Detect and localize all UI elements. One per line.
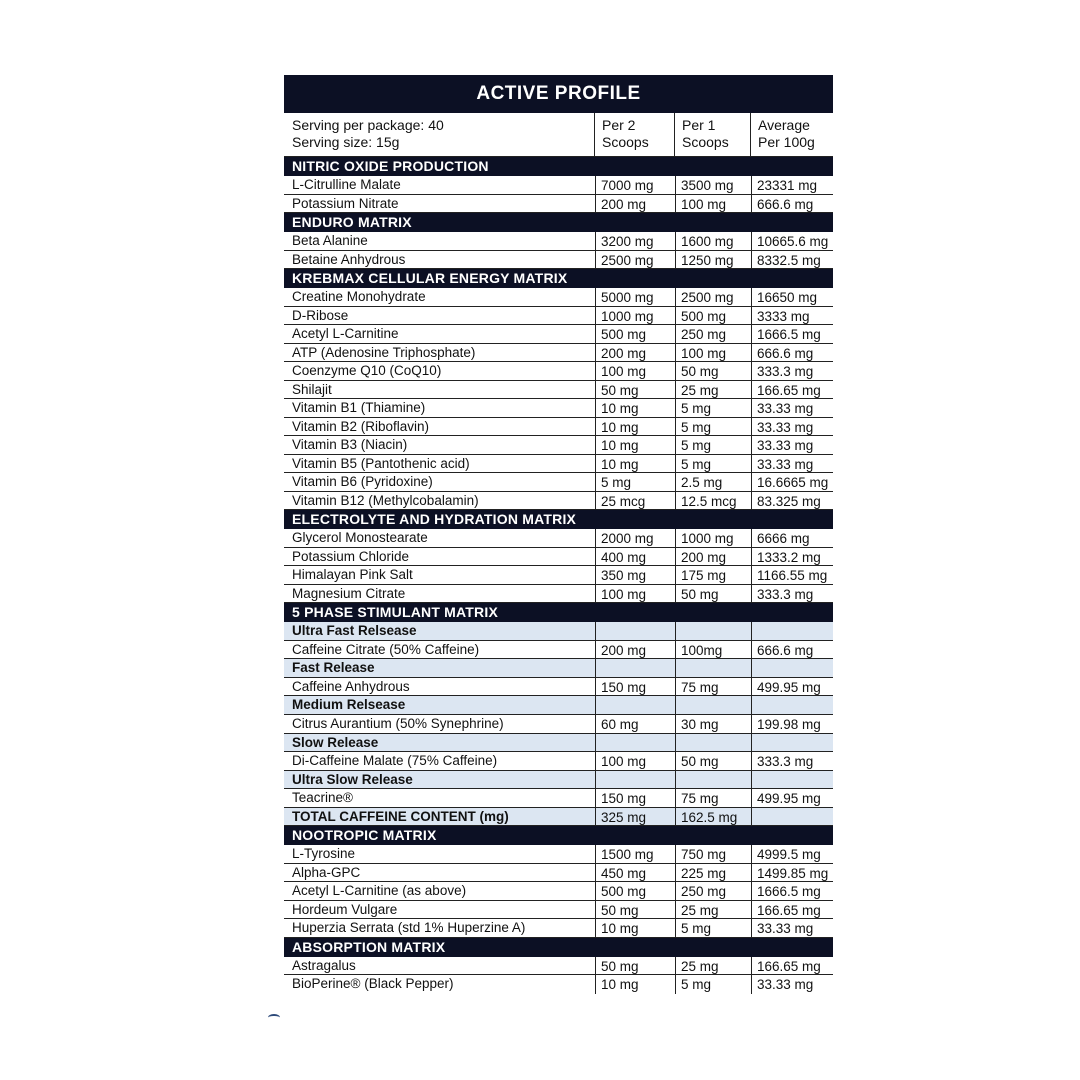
table-row — [284, 919, 833, 938]
value-per-1-scoop: 100 mg — [675, 344, 751, 362]
section-header: 5 PHASE STIMULANT MATRIX — [284, 603, 833, 622]
value-per-2-scoops: 5 mg — [595, 473, 675, 491]
ingredient-name: Ultra Fast Relsease — [292, 623, 417, 638]
subsection-row — [284, 659, 833, 678]
value-per-1-scoop — [675, 659, 751, 677]
table-row — [284, 548, 833, 567]
table-row — [284, 789, 833, 808]
table-row — [284, 399, 833, 418]
value-per-2-scoops: 325 mg — [595, 808, 675, 826]
value-per-100g: 1499.85 mg — [751, 864, 833, 882]
table-row — [284, 232, 833, 251]
value-per-1-scoop: 225 mg — [675, 864, 751, 882]
table-row — [284, 473, 833, 492]
section-header: NITRIC OXIDE PRODUCTION — [284, 157, 833, 176]
value-per-100g — [751, 696, 833, 714]
col-header-avg — [751, 113, 833, 156]
value-per-2-scoops: 60 mg — [595, 715, 675, 733]
value-per-100g: 666.6 mg — [751, 641, 833, 659]
ingredient-name: Medium Relsease — [292, 697, 406, 713]
value-per-100g: 166.65 mg — [751, 957, 833, 975]
value-per-2-scoops: 500 mg — [595, 882, 675, 900]
value-per-1-scoop: 1600 mg — [675, 232, 751, 250]
value-per-2-scoops: 100 mg — [595, 585, 675, 603]
ingredient-name: TOTAL CAFFEINE CONTENT (mg) — [292, 808, 509, 824]
value-per-100g: 23331 mg — [751, 176, 833, 194]
value-per-2-scoops: 10 mg — [595, 975, 675, 994]
value-per-100g: 33.33 mg — [751, 418, 833, 436]
value-per-2-scoops: 2000 mg — [595, 529, 675, 547]
table-row — [284, 715, 833, 734]
ingredient-name: D-Ribose — [292, 307, 349, 323]
col-header-per-2 — [595, 113, 675, 156]
ingredient-name: Teacrine® — [292, 790, 353, 806]
ingredient-name: Slow Release — [292, 734, 379, 750]
serving-size: Serving size: 15g — [292, 134, 400, 150]
ingredient-name: Shilajit — [292, 381, 332, 397]
col-header-per-1-line1: Per 1 — [682, 117, 716, 133]
value-per-2-scoops: 200 mg — [595, 641, 675, 659]
value-per-1-scoop: 25 mg — [675, 957, 751, 975]
value-per-2-scoops — [595, 659, 675, 677]
value-per-2-scoops: 450 mg — [595, 864, 675, 882]
table-row — [284, 362, 833, 381]
table-row — [284, 418, 833, 437]
table-row — [284, 251, 833, 270]
value-per-1-scoop: 2500 mg — [675, 288, 751, 306]
value-per-100g: 8332.5 mg — [751, 251, 833, 269]
ingredient-name: Potassium Chloride — [292, 548, 410, 564]
value-per-2-scoops — [595, 696, 675, 714]
ingredient-name: Vitamin B12 (Methylcobalamin) — [292, 492, 479, 508]
value-per-1-scoop: 12.5 mcg — [675, 492, 751, 510]
value-per-2-scoops: 400 mg — [595, 548, 675, 566]
table-row — [284, 288, 833, 307]
value-per-100g: 10665.6 mg — [751, 232, 833, 250]
table-row — [284, 344, 833, 363]
value-per-100g: 166.65 mg — [751, 381, 833, 399]
section-header: ELECTROLYTE AND HYDRATION MATRIX — [284, 510, 833, 529]
table-row — [284, 492, 833, 511]
value-per-100g: 333.3 mg — [751, 362, 833, 380]
value-per-100g — [751, 808, 833, 826]
value-per-100g: 166.65 mg — [751, 901, 833, 919]
col-header-per-2-line1: Per 2 — [602, 117, 636, 133]
panel-title: ACTIVE PROFILE — [284, 75, 833, 113]
ingredient-name: L-Citrulline Malate — [292, 177, 401, 192]
value-per-1-scoop: 100mg — [675, 641, 751, 659]
value-per-2-scoops — [595, 622, 675, 640]
value-per-1-scoop: 162.5 mg — [675, 808, 751, 826]
value-per-2-scoops: 2500 mg — [595, 251, 675, 269]
ingredient-name: Fast Release — [292, 660, 375, 676]
ingredient-name: L-Tyrosine — [292, 846, 356, 862]
section-header: NOOTROPIC MATRIX — [284, 826, 833, 845]
value-per-100g: 199.98 mg — [751, 715, 833, 733]
value-per-1-scoop: 5 mg — [675, 975, 751, 994]
value-per-1-scoop: 500 mg — [675, 307, 751, 325]
table-row — [284, 566, 833, 585]
value-per-1-scoop — [675, 696, 751, 714]
value-per-1-scoop: 1000 mg — [675, 529, 751, 547]
value-per-2-scoops: 7000 mg — [595, 176, 675, 194]
ingredient-name: Citrus Aurantium (50% Synephrine) — [292, 716, 504, 732]
ingredient-name: Vitamin B1 (Thiamine) — [292, 400, 426, 415]
value-per-1-scoop: 250 mg — [675, 325, 751, 343]
table-row — [284, 195, 833, 214]
table-row — [284, 882, 833, 901]
value-per-1-scoop: 200 mg — [675, 548, 751, 566]
value-per-100g: 33.33 mg — [751, 919, 833, 937]
ingredient-name: Potassium Nitrate — [292, 195, 399, 211]
value-per-1-scoop: 175 mg — [675, 566, 751, 584]
value-per-100g: 33.33 mg — [751, 399, 833, 417]
serving-info — [284, 113, 595, 156]
value-per-100g: 1166.55 mg — [751, 566, 833, 584]
value-per-100g: 666.6 mg — [751, 195, 833, 213]
value-per-100g: 4999.5 mg — [751, 845, 833, 863]
value-per-100g: 33.33 mg — [751, 436, 833, 454]
value-per-1-scoop — [675, 771, 751, 789]
table-row — [284, 325, 833, 344]
value-per-100g: 333.3 mg — [751, 752, 833, 770]
ingredient-name: Coenzyme Q10 (CoQ10) — [292, 363, 442, 378]
subsection-row — [284, 771, 833, 790]
value-per-2-scoops: 3200 mg — [595, 232, 675, 250]
ingredient-name: ATP (Adenosine Triphosphate) — [292, 344, 476, 360]
table-row — [284, 678, 833, 697]
subsection-row — [284, 622, 833, 641]
ingredient-sections — [284, 157, 833, 994]
value-per-100g: 33.33 mg — [751, 455, 833, 473]
table-row — [284, 529, 833, 548]
ingredient-name: Hordeum Vulgare — [292, 901, 398, 917]
subsection-row — [284, 734, 833, 753]
table-row — [284, 901, 833, 920]
table-row — [284, 176, 833, 195]
ingredient-name: Beta Alanine — [292, 233, 368, 248]
value-per-1-scoop: 100 mg — [675, 195, 751, 213]
table-row — [284, 752, 833, 771]
ingredient-name: Astragalus — [292, 957, 356, 973]
value-per-100g: 33.33 mg — [751, 975, 833, 994]
value-per-100g — [751, 771, 833, 789]
value-per-1-scoop: 2.5 mg — [675, 473, 751, 491]
total-row — [284, 808, 833, 827]
ingredient-name: Himalayan Pink Salt — [292, 567, 413, 582]
value-per-1-scoop: 250 mg — [675, 882, 751, 900]
ingredient-name: Caffeine Anhydrous — [292, 678, 410, 694]
value-per-2-scoops: 1500 mg — [595, 845, 675, 863]
value-per-1-scoop — [675, 622, 751, 640]
col-header-per-2-line2: Scoops — [602, 134, 649, 150]
value-per-2-scoops: 150 mg — [595, 678, 675, 696]
value-per-100g: 499.95 mg — [751, 789, 833, 807]
value-per-1-scoop: 5 mg — [675, 455, 751, 473]
value-per-1-scoop: 3500 mg — [675, 176, 751, 194]
value-per-1-scoop: 5 mg — [675, 418, 751, 436]
value-per-100g — [751, 659, 833, 677]
ingredient-name: Alpha-GPC — [292, 864, 361, 880]
value-per-1-scoop — [675, 734, 751, 752]
col-header-per-1 — [675, 113, 751, 156]
value-per-1-scoop: 75 mg — [675, 789, 751, 807]
ingredient-name: BioPerine® (Black Pepper) — [292, 976, 454, 992]
value-per-1-scoop: 30 mg — [675, 715, 751, 733]
ingredient-name: Ultra Slow Release — [292, 771, 413, 787]
ingredient-name: Acetyl L-Carnitine (as above) — [292, 883, 467, 899]
value-per-1-scoop: 75 mg — [675, 678, 751, 696]
table-row — [284, 585, 833, 604]
ingredient-name: Huperzia Serrata (std 1% Huperzine A) — [292, 920, 526, 936]
value-per-2-scoops: 25 mcg — [595, 492, 675, 510]
value-per-1-scoop: 5 mg — [675, 399, 751, 417]
value-per-100g: 16650 mg — [751, 288, 833, 306]
value-per-2-scoops: 50 mg — [595, 381, 675, 399]
value-per-100g: 16.6665 mg — [751, 473, 833, 491]
corner-mark-icon — [268, 1014, 280, 1021]
value-per-2-scoops: 10 mg — [595, 436, 675, 454]
value-per-2-scoops: 200 mg — [595, 195, 675, 213]
table-row — [284, 455, 833, 474]
value-per-100g — [751, 622, 833, 640]
table-row — [284, 975, 833, 994]
ingredient-name: Vitamin B6 (Pyridoxine) — [292, 474, 433, 489]
value-per-2-scoops: 350 mg — [595, 566, 675, 584]
col-header-avg-line2: Per 100g — [758, 134, 815, 150]
ingredient-name: Caffeine Citrate (50% Caffeine) — [292, 641, 480, 657]
value-per-2-scoops: 50 mg — [595, 901, 675, 919]
table-row — [284, 864, 833, 883]
value-per-1-scoop: 5 mg — [675, 436, 751, 454]
ingredient-name: Di-Caffeine Malate (75% Caffeine) — [292, 753, 498, 769]
value-per-2-scoops: 500 mg — [595, 325, 675, 343]
table-row — [284, 307, 833, 326]
value-per-1-scoop: 1250 mg — [675, 251, 751, 269]
value-per-2-scoops: 10 mg — [595, 919, 675, 937]
value-per-1-scoop: 50 mg — [675, 752, 751, 770]
value-per-100g: 3333 mg — [751, 307, 833, 325]
value-per-2-scoops — [595, 771, 675, 789]
value-per-100g — [751, 734, 833, 752]
serving-per-package: Serving per package: 40 — [292, 117, 444, 133]
value-per-2-scoops: 50 mg — [595, 957, 675, 975]
table-row — [284, 381, 833, 400]
value-per-100g: 666.6 mg — [751, 344, 833, 362]
value-per-2-scoops: 150 mg — [595, 789, 675, 807]
section-header: ABSORPTION MATRIX — [284, 938, 833, 957]
ingredient-name: Vitamin B2 (Riboflavin) — [292, 418, 430, 434]
section-header: ENDURO MATRIX — [284, 213, 833, 232]
value-per-100g: 1333.2 mg — [751, 548, 833, 566]
value-per-1-scoop: 25 mg — [675, 381, 751, 399]
value-per-2-scoops: 5000 mg — [595, 288, 675, 306]
value-per-100g: 499.95 mg — [751, 678, 833, 696]
col-header-per-1-line2: Scoops — [682, 134, 729, 150]
nutrition-panel — [284, 75, 833, 994]
value-per-100g: 333.3 mg — [751, 585, 833, 603]
value-per-100g: 1666.5 mg — [751, 882, 833, 900]
ingredient-name: Glycerol Monostearate — [292, 530, 428, 545]
table-row — [284, 957, 833, 976]
ingredient-name: Creatine Monohydrate — [292, 289, 426, 304]
value-per-1-scoop: 50 mg — [675, 585, 751, 603]
col-header-avg-line1: Average — [758, 117, 810, 133]
value-per-2-scoops: 10 mg — [595, 418, 675, 436]
ingredient-name: Vitamin B5 (Pantothenic acid) — [292, 455, 470, 471]
value-per-1-scoop: 50 mg — [675, 362, 751, 380]
value-per-2-scoops: 10 mg — [595, 455, 675, 473]
value-per-100g: 83.325 mg — [751, 492, 833, 510]
ingredient-name: Magnesium Citrate — [292, 585, 406, 601]
value-per-2-scoops: 100 mg — [595, 362, 675, 380]
table-row — [284, 436, 833, 455]
value-per-2-scoops: 200 mg — [595, 344, 675, 362]
ingredient-name: Acetyl L-Carnitine — [292, 326, 399, 341]
value-per-1-scoop: 25 mg — [675, 901, 751, 919]
value-per-100g: 6666 mg — [751, 529, 833, 547]
section-header: KREBMAX CELLULAR ENERGY MATRIX — [284, 269, 833, 288]
value-per-2-scoops: 100 mg — [595, 752, 675, 770]
table-row — [284, 845, 833, 864]
value-per-100g: 1666.5 mg — [751, 325, 833, 343]
table-row — [284, 641, 833, 660]
ingredient-name: Betaine Anhydrous — [292, 251, 406, 267]
subsection-row — [284, 696, 833, 715]
ingredient-name: Vitamin B3 (Niacin) — [292, 437, 408, 452]
serving-header — [284, 113, 833, 157]
value-per-1-scoop: 5 mg — [675, 919, 751, 937]
value-per-2-scoops: 1000 mg — [595, 307, 675, 325]
value-per-1-scoop: 750 mg — [675, 845, 751, 863]
value-per-2-scoops — [595, 734, 675, 752]
value-per-2-scoops: 10 mg — [595, 399, 675, 417]
